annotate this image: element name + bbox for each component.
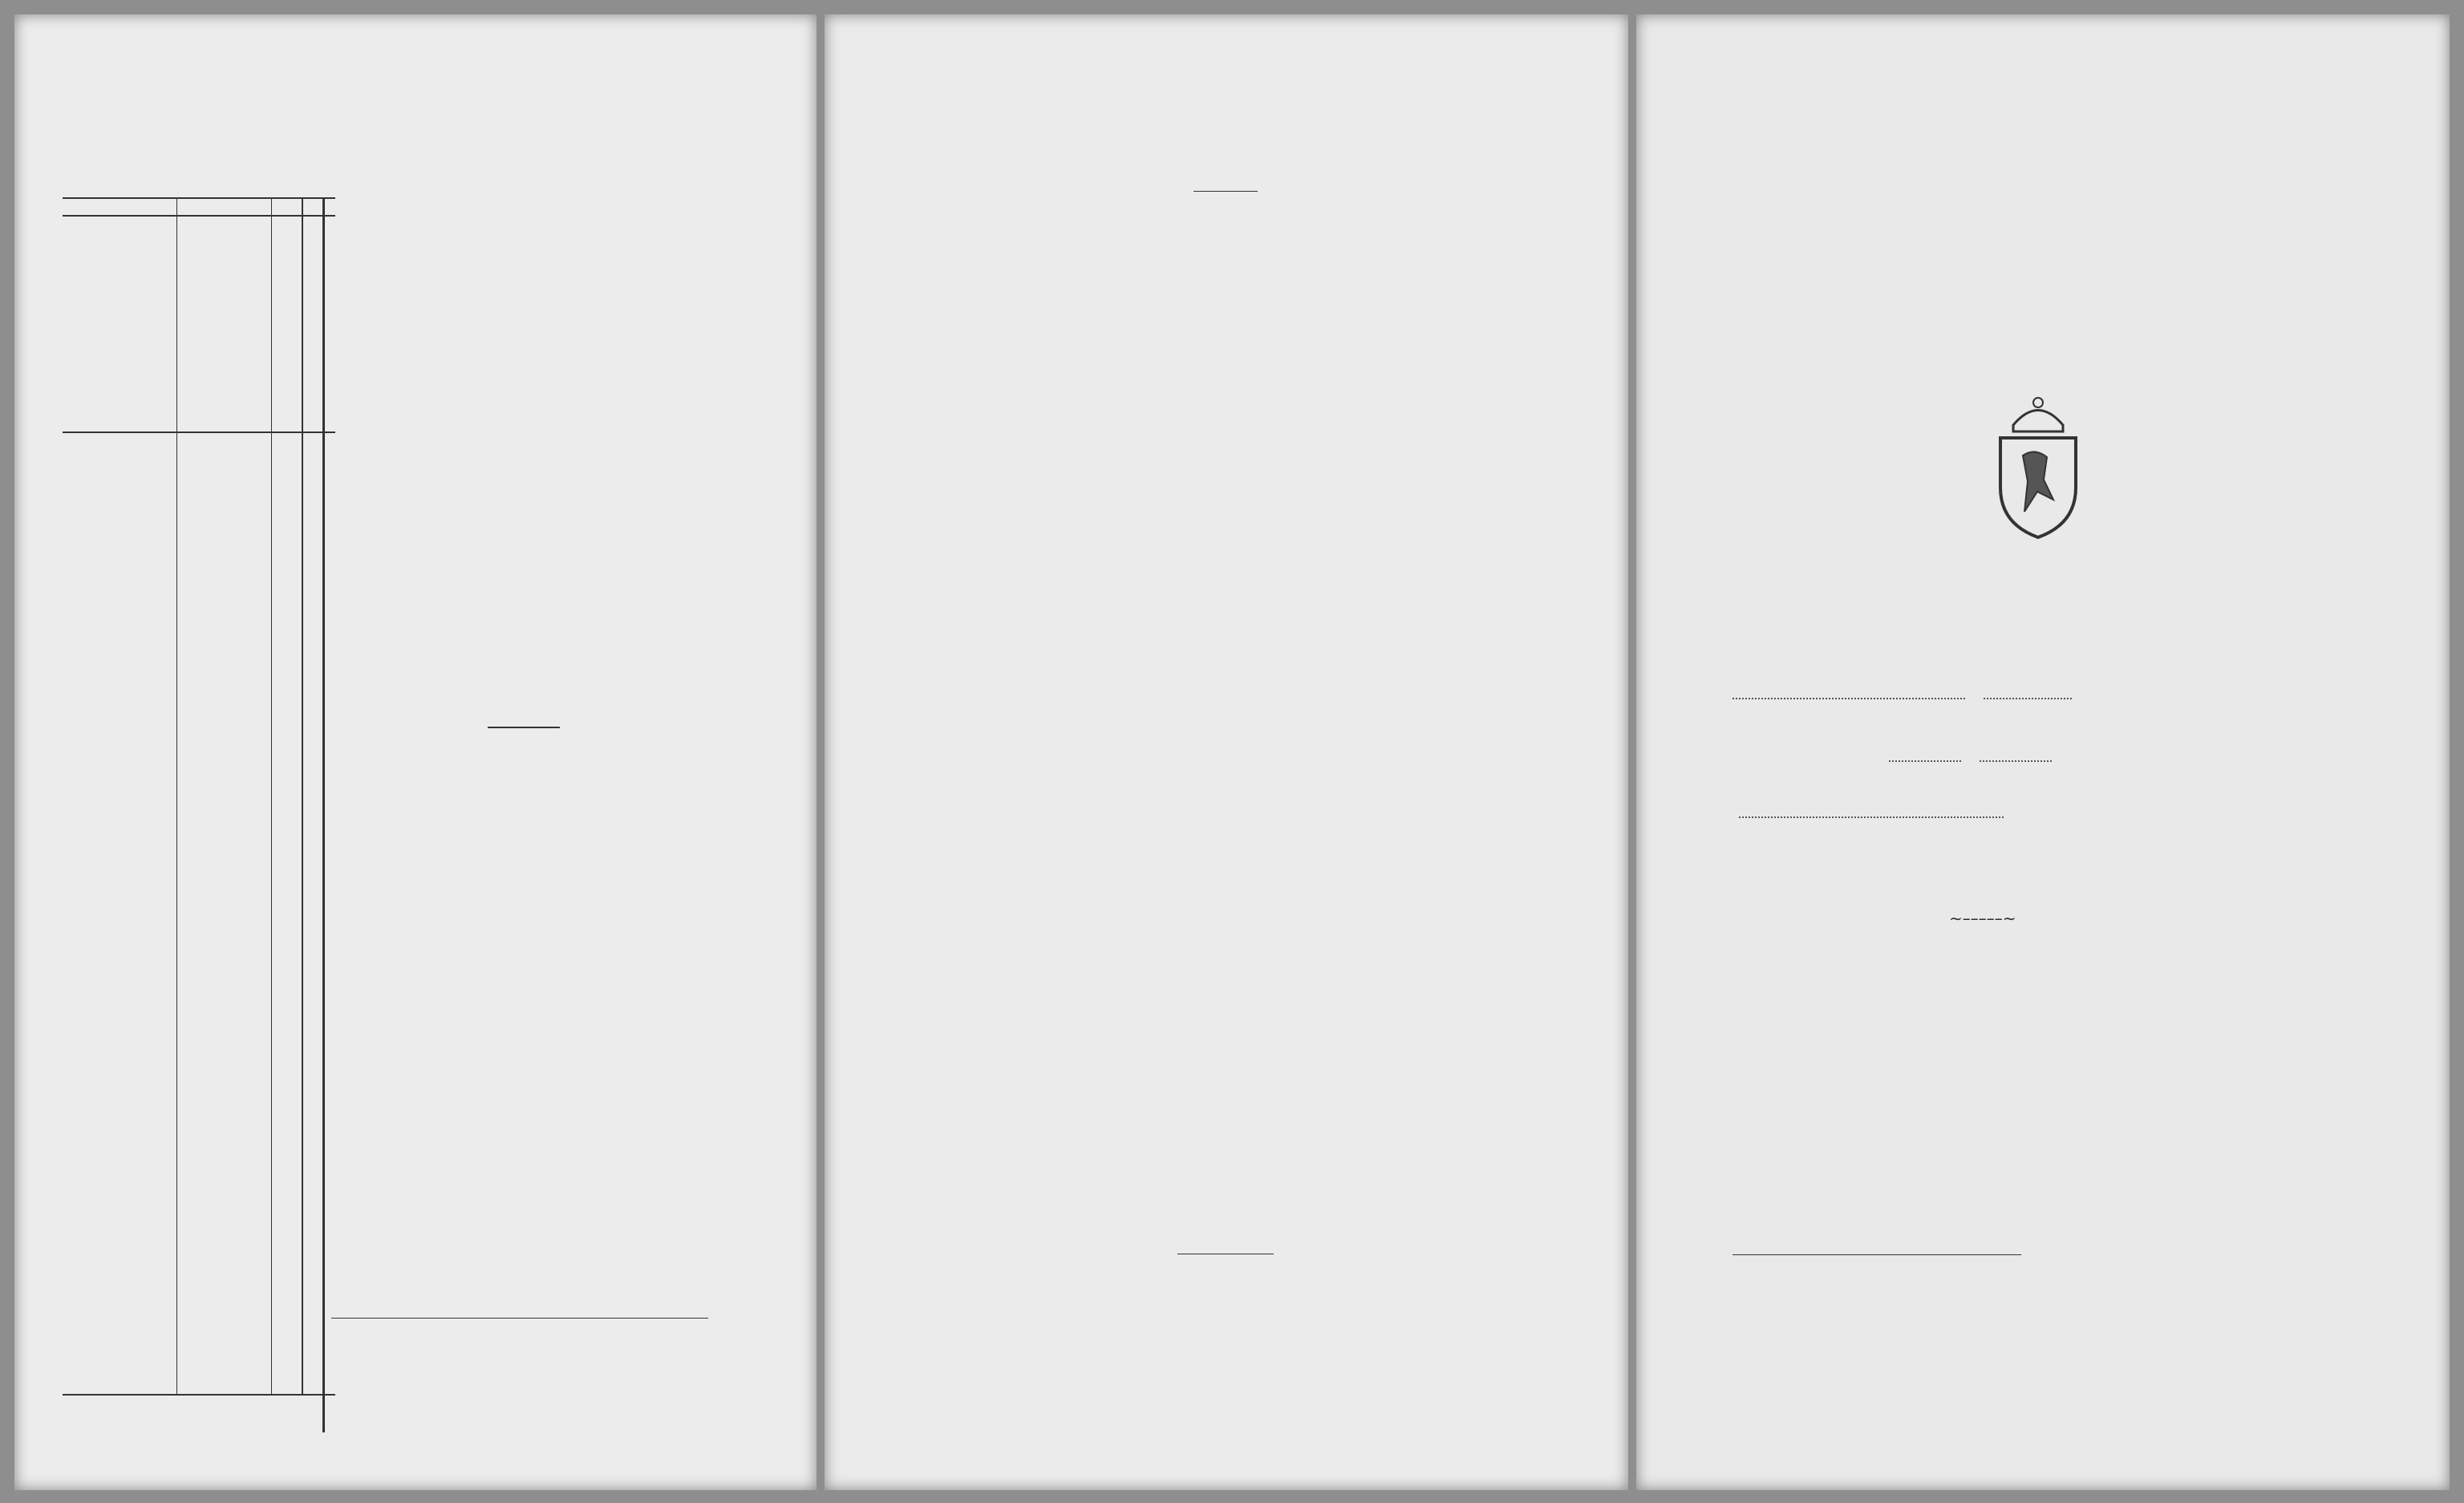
gaard-line [1889, 747, 2052, 766]
norway-coat-of-arms-icon [1991, 391, 2085, 544]
section5-questions [351, 869, 768, 885]
brugs-handwritten [1980, 760, 2052, 762]
bosted-handwritten [1739, 816, 2004, 818]
gaard-handwritten [1889, 760, 1961, 762]
herred-handwritten [1732, 698, 1965, 699]
bosted-line [1732, 804, 2004, 822]
schema-label [1877, 596, 1885, 633]
page-4-bemaerkninger [825, 14, 1628, 1490]
page-1-cover [1636, 14, 2450, 1490]
herred-line [1732, 684, 2072, 703]
instructions [1716, 1021, 2406, 1032]
page-3-personliste [14, 14, 817, 1490]
kreds-handwritten [1984, 698, 2072, 699]
divider-ornament: ∼–––––∼ [1949, 909, 2016, 928]
